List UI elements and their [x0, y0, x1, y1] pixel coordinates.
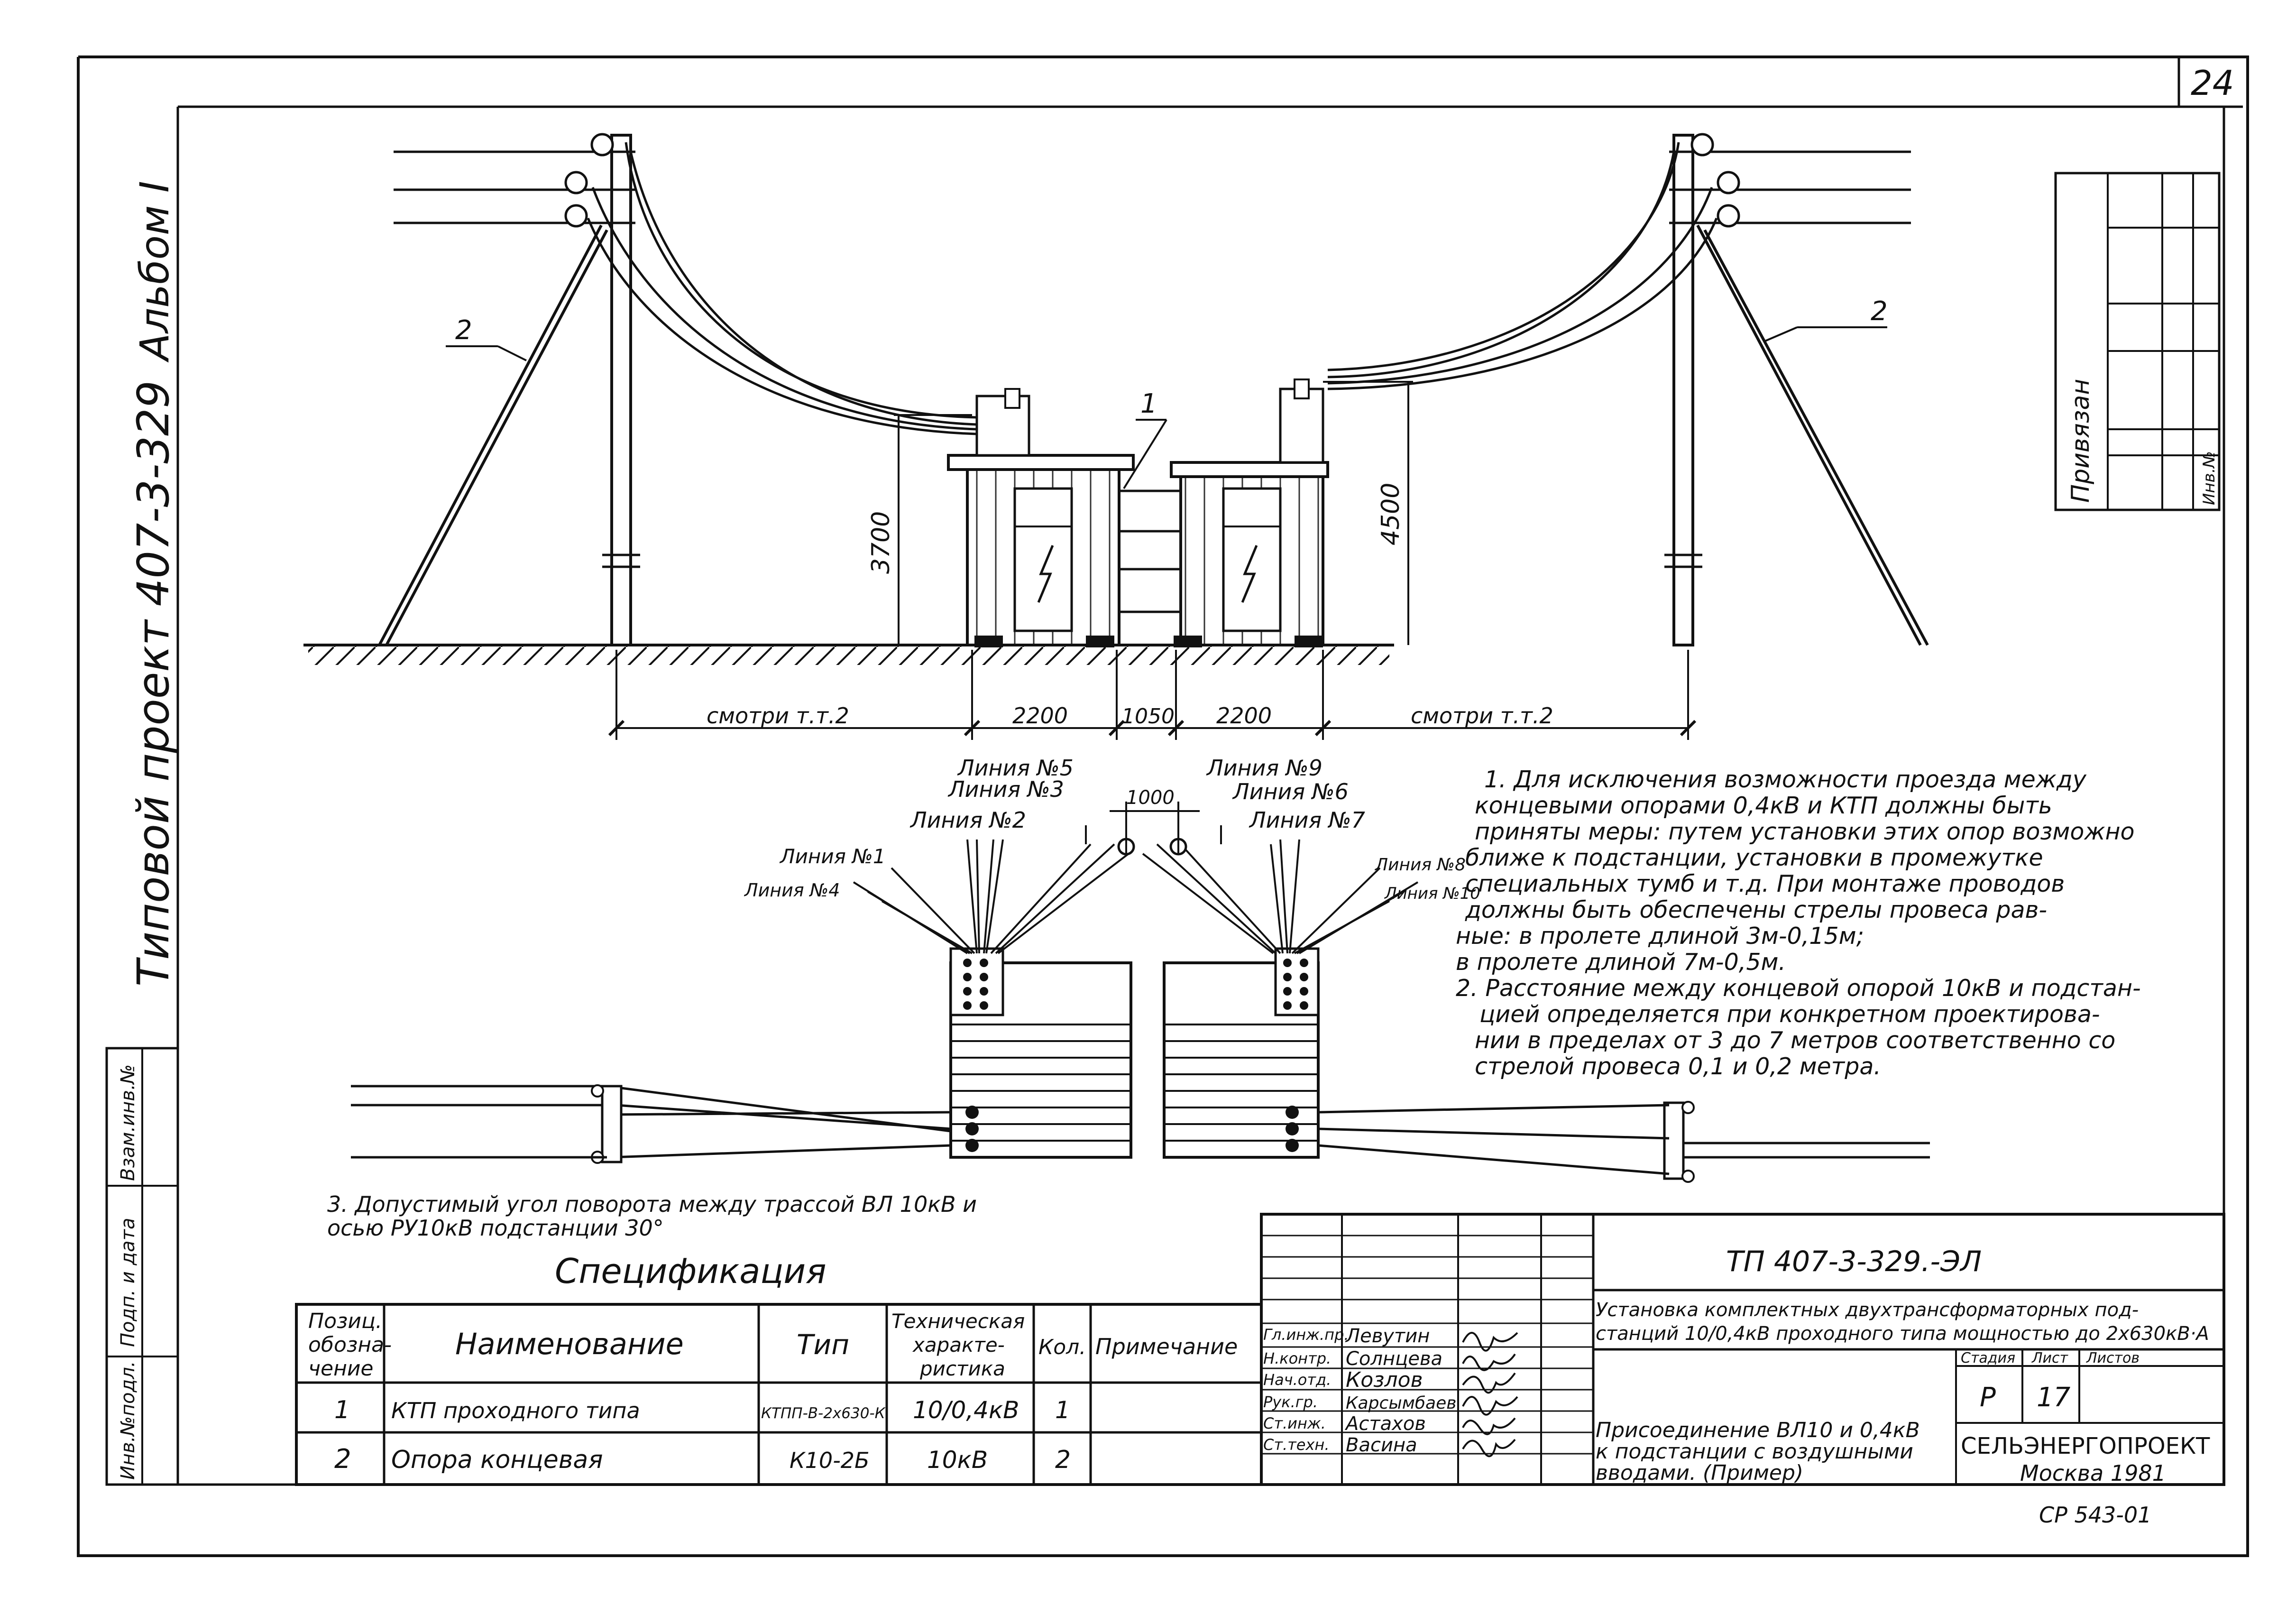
spec-header-tech: характе-	[913, 1333, 1005, 1356]
dim-right-run: смотри т.т.2	[1411, 703, 1553, 729]
spec-header-note: Примечание	[1095, 1334, 1238, 1359]
tb-code: ТП 407-3-329.-ЭЛ	[1726, 1245, 1982, 1278]
table-row	[334, 1396, 1070, 1424]
tb-stage: Р	[1980, 1382, 1996, 1413]
tb-drawing-title: вводами. (Пример)	[1596, 1461, 1804, 1485]
staff-role: Н.контр.	[1263, 1349, 1332, 1367]
tb-sheet-head: Лист	[2032, 1350, 2068, 1366]
line-label-6: Линия №6	[1233, 779, 1349, 804]
spec-cell-qty: 1	[1055, 1396, 1070, 1424]
elevation-view	[303, 134, 1928, 665]
spec-header-pos: обозна-	[308, 1333, 392, 1357]
project-vertical-label: Типовой проект 407-3-329	[128, 380, 179, 987]
tb-sheet-no: 17	[2037, 1382, 2071, 1413]
spec-cell-tech: 10кВ	[927, 1446, 988, 1474]
note-line: стрелой провеса 0,1 и 0,2 метра.	[1475, 1053, 1881, 1080]
notes-block	[1456, 766, 2141, 1080]
list-item	[1263, 1348, 1442, 1370]
list-item	[1263, 1393, 1456, 1413]
privyazan-label: Привязан	[2066, 378, 2095, 503]
position-leaders	[446, 327, 1887, 489]
staff-role: Рук.гр.	[1263, 1393, 1318, 1411]
staff-role: Нач.отд.	[1263, 1371, 1332, 1389]
spec-header-tech: ристика	[920, 1357, 1005, 1380]
spec-header-tech: Техническая	[891, 1310, 1025, 1333]
tb-drawing-title: к подстанции с воздушными	[1596, 1439, 1913, 1464]
tb-org: СЕЛЬЭНЕРГОПРОЕКТ	[1961, 1433, 2210, 1459]
staff-role: Ст.инж.	[1263, 1414, 1326, 1432]
spec-cell-name: КТП проходного типа	[391, 1398, 640, 1423]
staff-role: Ст.техн.	[1263, 1436, 1330, 1454]
note-line: цией определяется при конкретном проектирова-	[1479, 1001, 2100, 1028]
note-line: ные: в пролете длиной 3м-0,15м;	[1456, 923, 1864, 950]
ktp-left	[948, 389, 1133, 647]
spec-cell-qty: 2	[1055, 1446, 1071, 1474]
spec-header-type: Тип	[797, 1329, 850, 1361]
page-number: 24	[2191, 63, 2234, 103]
table-row	[334, 1444, 1071, 1475]
strip-podp-data: Подп. и дата	[117, 1218, 139, 1347]
album-label: Альбом I	[131, 181, 178, 360]
note-line: специальных тумб и т.д. При монтаже проводов	[1465, 870, 2065, 897]
note-line: 1. Для исключения возможности проезда между	[1484, 766, 2086, 793]
spec-header-pos: чение	[308, 1356, 374, 1381]
staff-name: Карсымбаев	[1346, 1393, 1457, 1413]
spec-cell-name: Опора концевая	[391, 1446, 603, 1474]
spec-header-name: Наименование	[455, 1327, 684, 1361]
dim-ktp-right: 2200	[1216, 703, 1272, 729]
line-label-4: Линия №4	[744, 880, 840, 901]
staff-name: Козлов	[1346, 1368, 1423, 1392]
ktp-right	[1171, 379, 1328, 647]
spec-cell-type: К10-2Б	[790, 1448, 870, 1473]
spec-cell-pos: 2	[334, 1444, 351, 1475]
staff-name: Солнцева	[1346, 1348, 1443, 1370]
inv-no-label: Инв.№	[2200, 451, 2219, 505]
spec-title: Спецификация	[555, 1251, 827, 1291]
spec-cell-type: КТПП-В-2х630-К	[761, 1405, 885, 1422]
strip-vzam-inv: Взам.инв.№	[117, 1064, 139, 1181]
strip-inv-podl: Инв.№подл.	[117, 1361, 139, 1480]
spec-header-pos: Позиц.	[308, 1309, 382, 1333]
staff-name: Астахов	[1346, 1413, 1426, 1435]
spec-cell-tech: 10/0,4кВ	[913, 1396, 1019, 1424]
line-label-2: Линия №2	[910, 807, 1026, 833]
line-label-3: Линия №3	[948, 776, 1064, 802]
spec-cell-pos: 1	[334, 1396, 350, 1424]
note-line: приняты меры: путем установки этих опор возможно	[1475, 818, 2135, 845]
dim-height-right: 4500	[1377, 482, 1405, 545]
tb-title-2: станций 10/0,4кВ проходного типа мощностью до 2х630кВ·А	[1596, 1323, 2209, 1345]
leader-2-right: 2	[1871, 296, 1888, 327]
line-label-1: Линия №1	[780, 845, 886, 868]
dim-height-left: 3700	[867, 511, 895, 574]
note3-block	[327, 1191, 977, 1241]
left-pole	[612, 135, 631, 645]
right-pole	[1674, 135, 1693, 645]
dim-gap: 1050	[1121, 704, 1175, 729]
list-item	[1263, 1368, 1423, 1392]
leader-1: 1	[1140, 388, 1157, 419]
tb-archive: СР 543-01	[2039, 1502, 2152, 1528]
spec-header-qty: Кол.	[1038, 1335, 1086, 1359]
list-item	[1263, 1434, 1417, 1456]
line-label-10: Линия №10	[1385, 884, 1480, 903]
note3-line: осью РУ10кВ подстанции 30°	[327, 1215, 664, 1241]
line-label-9: Линия №9	[1207, 755, 1322, 781]
note-line: ближе к подстанции, установки в промежутке	[1465, 844, 2043, 871]
tb-stage-head: Стадия	[1961, 1350, 2016, 1366]
signatures	[1463, 1333, 1517, 1456]
staff-name: Васина	[1346, 1434, 1417, 1456]
note3-line: 3. Допустимый угол поворота между трассой ВЛ 10кВ и	[327, 1191, 977, 1217]
note-line: должны быть обеспечены стрелы провеса рав-	[1465, 896, 2048, 923]
tb-sheets-head: Листов	[2086, 1350, 2140, 1366]
note-line: в пролете длиной 7м-0,5м.	[1456, 949, 1786, 976]
line-label-7: Линия №7	[1249, 807, 1365, 833]
line-label-5: Линия №5	[958, 755, 1074, 781]
ground-hatch	[308, 646, 1389, 665]
tb-city-year: Москва 1981	[2020, 1460, 2166, 1486]
note-line: 2. Расстояние между концевой опорой 10кВ и подстан-	[1456, 975, 2141, 1002]
tb-drawing-title: Присоединение ВЛ10 и 0,4кВ	[1596, 1418, 1920, 1442]
tb-title-1: Установка комплектных двухтрансформаторных под-	[1596, 1299, 2139, 1321]
staff-role: Гл.инж.пр.	[1263, 1326, 1349, 1344]
dim-ktp-left: 2200	[1012, 703, 1068, 729]
list-item	[1263, 1325, 1430, 1347]
list-item	[1263, 1413, 1426, 1435]
leader-2-left: 2	[455, 315, 472, 346]
line-label-8: Линия №8	[1375, 855, 1466, 875]
note-line: нии в пределах от 3 до 7 метров соответственно со	[1475, 1027, 2116, 1054]
note-line: концевыми опорами 0,4кВ и КТП должны быть	[1475, 792, 2052, 819]
plan-gap-dim: 1000	[1126, 787, 1175, 809]
staff-name: Левутин	[1346, 1325, 1430, 1347]
dim-left-run: смотри т.т.2	[707, 703, 849, 729]
